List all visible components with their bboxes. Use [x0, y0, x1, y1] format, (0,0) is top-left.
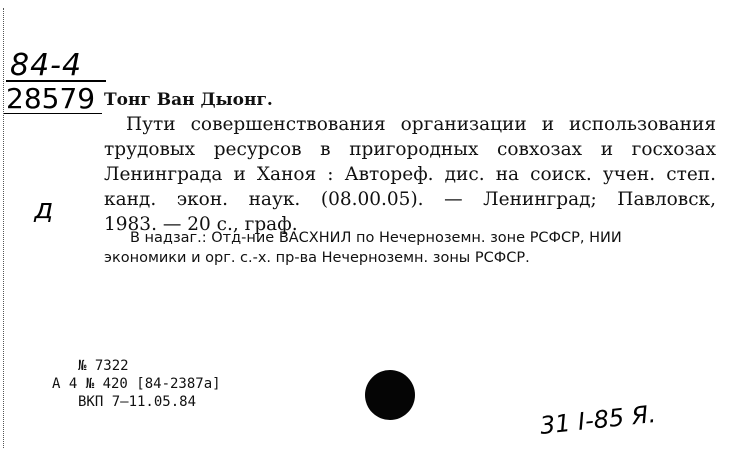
- description-line: трудовых ресурсов в пригородных совхозах и госхозах: [104, 139, 716, 160]
- header-note: [104, 228, 716, 268]
- description-line: Ленинграда и Ханоя : Автореф. дис. на соиск. учен. степ.: [104, 164, 716, 185]
- card-edge-border: [3, 8, 4, 448]
- punch-hole: [365, 370, 415, 420]
- inventory-number-underline: [4, 113, 102, 114]
- registry-shelf-ref: А 4 № 420 [84-2387а]: [52, 376, 221, 392]
- description-line: 1983. — 20 с., граф.: [104, 214, 298, 235]
- author-heading: Тонг Ван Дыонг.: [104, 90, 273, 110]
- note-line: В надзаг.: Отд-ние ВАСХНИЛ по Нечерноземн. зоне РСФСР, НИИ: [130, 230, 622, 246]
- registry-block: [52, 357, 221, 411]
- registry-vkp: ВКП 7—11.05.84: [78, 394, 197, 410]
- description-line: канд. экон. наук. (08.00.05). — Ленинград; Павловск,: [104, 189, 716, 210]
- handwritten-inventory-number: 28579: [6, 82, 96, 115]
- handwritten-date: 31 I-85 Я.: [538, 399, 658, 440]
- handwritten-shelf-code: 84-4: [10, 48, 83, 83]
- description-line: Пути совершенствования организации и использования: [126, 114, 716, 135]
- registry-number: № 7322: [78, 358, 129, 374]
- note-line: экономики и орг. с.-х. пр-ва Нечерноземн. зоны РСФСР.: [104, 250, 530, 266]
- handwritten-margin-mark: д: [34, 192, 54, 225]
- bibliographic-description: [104, 112, 716, 237]
